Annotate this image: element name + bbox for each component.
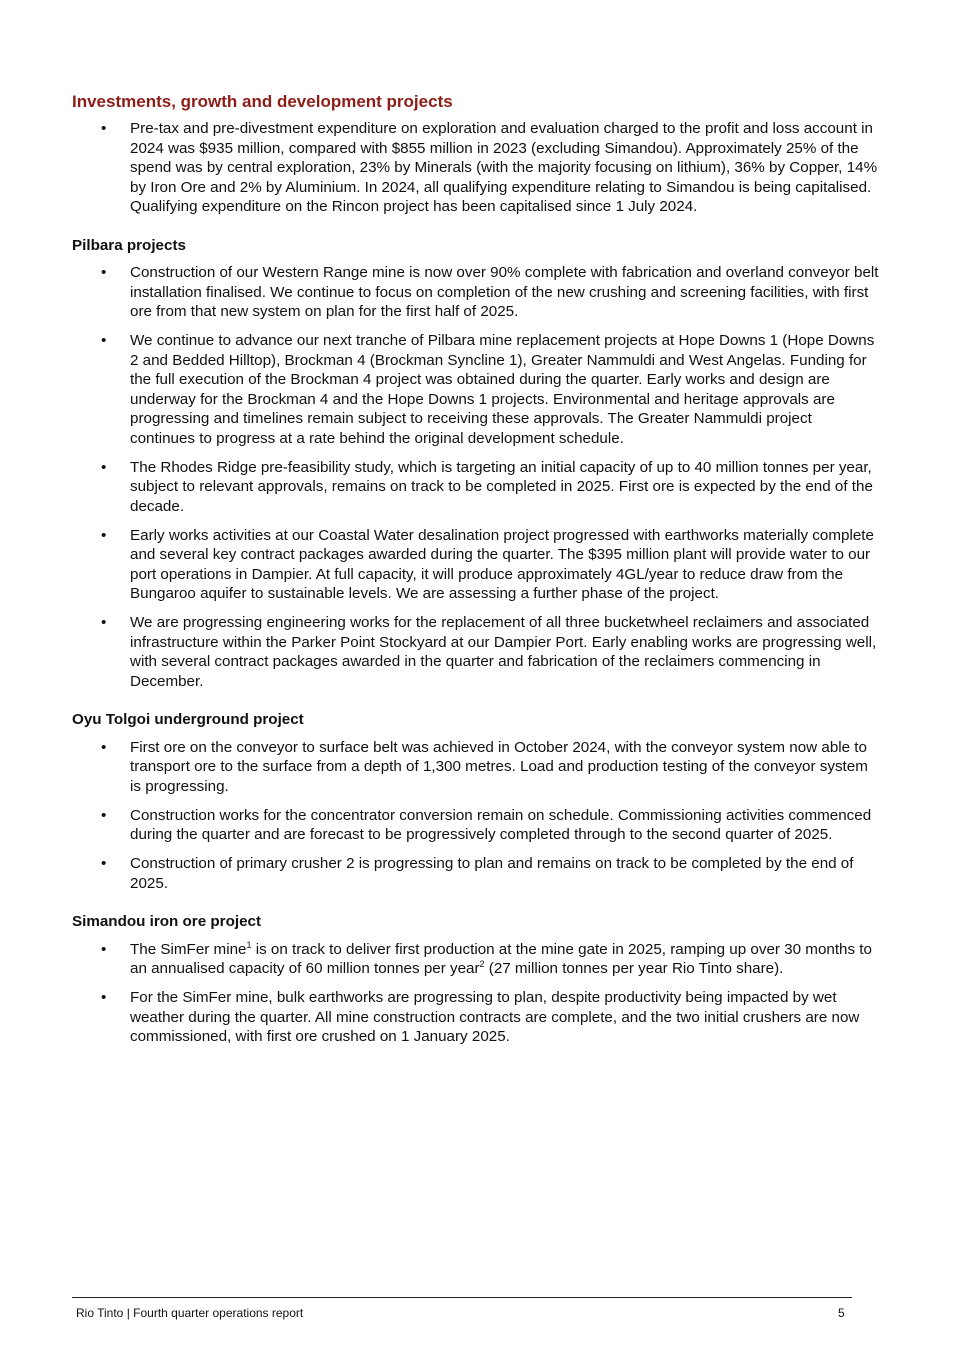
- list-item-text: Construction of our Western Range mine is now over 90% complete with fabrication and overland conveyor belt installation finalised. We continue to focus on completion of the new crushing and screening facilities, with first ore from that new system on plan for the first half of 2025.: [130, 264, 879, 320]
- list-item-text: Construction works for the concentrator conversion remain on schedule. Commissioning activities commenced during the quarter and are forecast to be progressively completed through to the second quarter of 2025.: [130, 806, 872, 843]
- list-item: [72, 738, 880, 797]
- list-item: [72, 119, 880, 217]
- oyu-tolgoi-bullet-list: [72, 738, 880, 894]
- simandou-bullet-list: [72, 940, 880, 1047]
- text-fragment: (27 million tonnes per year Rio Tinto share).: [484, 960, 784, 977]
- text-fragment: The SimFer mine: [130, 940, 247, 958]
- footnote-ref-1: 1: [246, 939, 252, 950]
- investments-section: [72, 91, 880, 217]
- bullet-icon: •: [101, 120, 107, 137]
- list-item: [72, 854, 880, 893]
- section-heading: Investments, growth and development projects: [72, 92, 453, 111]
- page-number: 5: [838, 1306, 845, 1320]
- bullet-icon: •: [101, 806, 107, 824]
- list-item-text: We are progressing engineering works for the replacement of all three bucketwheel reclaimers and associated infrastructure within the Parker Point Stockyard at our Dampier Port. Early enabling works are progressing well, with several contract packages awarded in the quarter and fabrication of the reclaimers commencing in December.: [130, 614, 877, 690]
- oyu-tolgoi-section: [72, 710, 880, 893]
- subsection-title: Simandou iron ore project: [72, 913, 262, 930]
- simandou-section: [72, 912, 880, 1047]
- list-item: [72, 263, 880, 322]
- list-item-text: First ore on the conveyor to surface belt was achieved in October 2024, with the conveyor system now able to transport ore to the surface from a depth of 1,300 metres. Load and production testing of the conveyor system is progressing.: [130, 738, 868, 795]
- list-item-text: The Rhodes Ridge pre-feasibility study, which is targeting an initial capacity of up to 40 million tonnes per year, subject to relevant approvals, remains on track to be completed in 2025. First ore is expected by the end of the decade.: [130, 458, 873, 515]
- bullet-icon: •: [101, 940, 107, 958]
- list-item: [72, 613, 880, 691]
- intro-bullet-list: [72, 119, 880, 217]
- list-item: [72, 988, 880, 1047]
- bullet-icon: •: [101, 526, 107, 544]
- bullet-icon: •: [101, 855, 107, 872]
- bullet-icon: •: [101, 989, 107, 1006]
- bullet-icon: •: [101, 458, 107, 476]
- list-item: [72, 331, 880, 448]
- list-item: [72, 806, 880, 845]
- subsection-title: Pilbara projects: [72, 236, 186, 254]
- bullet-icon: •: [101, 614, 107, 631]
- list-item: [72, 458, 880, 517]
- footer-report-title: Rio Tinto | Fourth quarter operations report: [76, 1306, 304, 1320]
- pilbara-section: [72, 236, 880, 692]
- list-item-text: Early works activities at our Coastal Water desalination project progressed with earthworks materially complete and several key contract packages awarded during the quarter. The $395 million plant will provide water to our port operations in Dampier. At full capacity, it will produce approximately 4GL/year to reduce draw from the Bungaroo aquifer to sustainable levels. We are assessing a further phase of the project.: [130, 526, 874, 602]
- list-item: [72, 526, 880, 604]
- page-content: [72, 91, 880, 1066]
- footer-divider: [72, 1297, 852, 1298]
- list-item: [72, 940, 880, 979]
- subsection-title: Oyu Tolgoi underground project: [72, 711, 304, 728]
- list-item-text: We continue to advance our next tranche of Pilbara mine replacement projects at Hope Downs 1 (Hope Downs 2 and Bedded Hilltop), Brockman 4 (Brockman Syncline 1), Greater Nammuldi and West Angelas. Funding for the full execution of the Brockman 4 project was obtained during the quarter. Early works and design are underway for the Brockman 4 and the Hope Downs 1 projects. Environmental and heritage approvals are progressing and timelines remain subject to receiving these approvals. The Greater Nammuldi project continues to progress at a rate behind the original development schedule.: [130, 332, 875, 447]
- footnote-ref-2: 2: [479, 959, 485, 969]
- list-item-text: Construction of primary crusher 2 is progressing to plan and remains on track to be completed by the end of 2025.: [130, 855, 854, 892]
- pilbara-bullet-list: [72, 263, 880, 691]
- bullet-icon: •: [101, 332, 107, 349]
- bullet-icon: •: [101, 264, 107, 281]
- list-item-text: For the SimFer mine, bulk earthworks are progressing to plan, despite productivity being impacted by wet weather during the quarter. All mine construction contracts are complete, and the two initial crushers are now commissioned, with first ore crushed on 1 January 2025.: [130, 989, 860, 1045]
- list-item-text: Pre-tax and pre-divestment expenditure on exploration and evaluation charged to the profit and loss account in 2024 was $935 million, compared with $855 million in 2023 (excluding Simandou). Approximately 25% of the spend was by central exploration, 23% by Minerals (with the majority focusing on lithium), 36% by Copper, 14% by Iron Ore and 2% by Aluminium. In 2024, all qualifying expenditure relating to Simandou is being capitalised. Qualifying expenditure on the Rincon project has been capitalised since 1 July 2024.: [130, 120, 878, 215]
- text-fragment: is on track to deliver first production at the mine gate in 2025, ramping up over 30 months to an annualised capacity of 60 million tonnes per year: [130, 940, 872, 977]
- bullet-icon: •: [101, 738, 107, 756]
- list-item-text: [130, 941, 872, 978]
